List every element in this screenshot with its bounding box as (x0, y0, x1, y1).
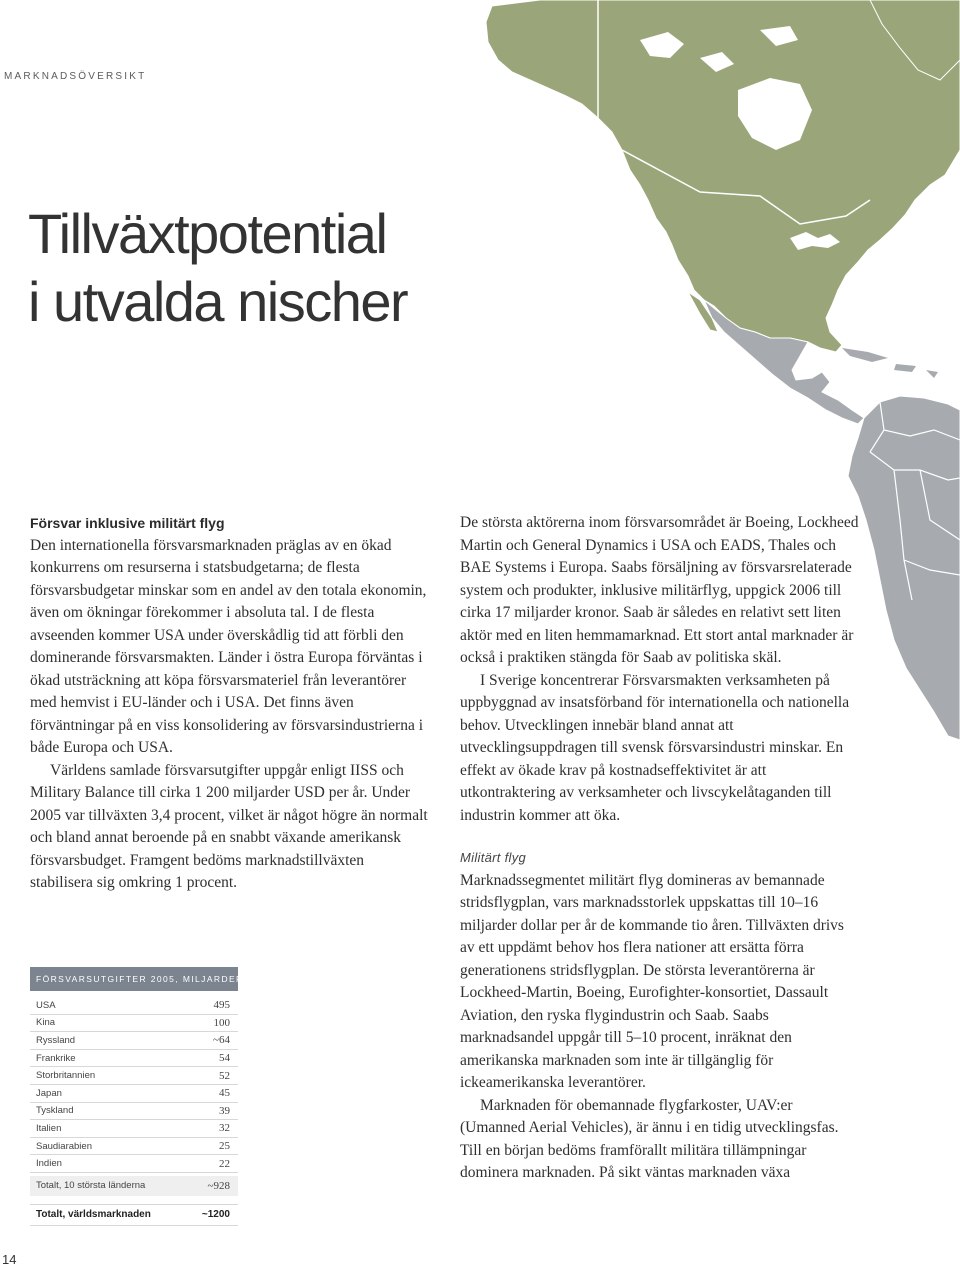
page-number: 14 (2, 1252, 17, 1267)
defense-spending-table (30, 967, 270, 1226)
south-america-region (848, 396, 960, 740)
country-name: Storbritannien (36, 1070, 96, 1082)
country-value: 39 (219, 1104, 230, 1117)
total-top10-value: ~928 (207, 1179, 230, 1192)
total-world-label: Totalt, världsmarknaden (36, 1209, 151, 1221)
table-row (30, 1120, 238, 1138)
section-label: MARKNADSÖVERSIKT (4, 71, 147, 82)
table-row (30, 1155, 238, 1173)
country-value: 25 (219, 1140, 230, 1153)
table-row (30, 997, 238, 1015)
country-name: Ryssland (36, 1034, 76, 1046)
table-row (30, 1103, 238, 1121)
total-world-value: ~1200 (201, 1209, 230, 1221)
country-value: 22 (219, 1157, 230, 1170)
country-name: Indien (36, 1158, 62, 1170)
north-america-region (486, 0, 960, 352)
table-rows (30, 997, 238, 1173)
defense-heading: Försvar inklusive militärt flyg (30, 515, 225, 531)
country-name: Kina (36, 1017, 56, 1029)
right-paragraph-3: Marknadssegmentet militärt flyg domineras av bemannade stridsflygplan, vars marknadsstorlek uppskattas till 10–16 miljarder dollar per år de kommande tio åren. Tillväxten drivs av ett uppdämt behov hos flera nationer att ersätta förra generationens stridsflygplan. De största leverantörerna är Lockheed-Martin, Boeing, Eurofighter-konsortiet, Dassault Aviation, den ryska flygindustrin och Saab. Saabs marknadsandel uppgår till 5–10 procent, inräknat den amerikanska marknaden som inte är tillgänglig för ickeamerikanska leverantörer. (460, 871, 844, 1091)
table-row (30, 1015, 238, 1033)
country-name: Saudiarabien (36, 1140, 92, 1152)
country-value: 100 (213, 1016, 230, 1029)
right-column (460, 512, 860, 1185)
page-title (28, 200, 407, 336)
table-row (30, 1067, 238, 1085)
right-paragraph-1: De största aktörerna inom försvarsområdet är Boeing, Lockheed Martin och General Dynamics i USA och EADS, Thales och BAE Systems i Europa. Saabs försäljning av försvarsrelaterade system och produkter, inklusive militärflyg, uppgick 2006 till cirka 17 miljarder kronor. Saab är således en relativt sett liten aktör med en liten hemmamarknad. Ett stort antal marknader är också i praktiken stängda för Saab av politiska skäl. (460, 514, 859, 666)
country-name: Frankrike (36, 1052, 76, 1064)
table-row (30, 1032, 238, 1050)
country-name: Tyskland (36, 1105, 74, 1117)
table-row (30, 1050, 238, 1068)
caribbean-islands (842, 348, 938, 378)
title-line-1: Tillväxtpotential (28, 202, 387, 265)
country-value: 52 (219, 1069, 230, 1082)
country-name: USA (36, 999, 56, 1011)
left-paragraph-1: Den internationella försvarsmarknaden präglas av en ökad konkurrens om resurserna i statsbudgetarna; de flesta försvarsbudgetar minskar som en andel av den totala ekonomin, även om ökningar förekommer i absoluta tal. I de flesta avseenden kommer USA under överskådlig tid att förbli den dominerande försvarsmakten. Länder i östra Europa förväntas i ökad utsträckning att köpa försvarsmateriel från leverantörer med hemvist i EU-länder och i USA. Det finns även förväntningar på en viss konsolidering av försvarsindustrierna i både Europa och USA. (30, 536, 427, 756)
country-name: Japan (36, 1087, 62, 1099)
country-value: 54 (219, 1052, 230, 1065)
total-world-row (30, 1204, 238, 1226)
right-paragraph-2: I Sverige koncentrerar Försvarsmakten verksamheten på uppbyggnad av insatsförband för internationella och nationella behov. Utvecklingen innebär bland annat att utvecklingsuppdragen till svensk försvarsindustri minskar. En effekt av ökade krav på kostnadseffektivitet är att utkontraktering av verksamheter och livscykelåtaganden till industrin kommer att öka. (460, 671, 850, 824)
right-paragraph-4: Marknaden för obemannade flygfarkoster, UAV:er (Umanned Aerial Vehicles), är ännu i en tidig utvecklingsfas. Till en början bedöms framförallt militära tillämpningar dominera marknaden. På sikt väntas marknaden växa (460, 1096, 839, 1181)
title-line-2: i utvalda nischer (28, 270, 408, 333)
country-value: 32 (219, 1122, 230, 1135)
military-aviation-heading: Militärt flyg (460, 850, 527, 865)
total-top10-row (30, 1176, 238, 1196)
table-header: FÖRSVARSUTGIFTER 2005, MILJARDER USD (30, 967, 238, 991)
left-column (30, 512, 430, 895)
country-name: Italien (36, 1122, 62, 1134)
left-paragraph-2: Världens samlade försvarsutgifter uppgår enligt IISS och Military Balance till cirka 1 200 miljarder USD per år. Under 2005 var tillväxten 3,4 procent, vilket är något högre än normalt och bland annat beroende på en snabbt växande amerikansk försvarsbudget. Framgent bedöms marknadstillväxten stabilisera sig omkring 1 procent. (30, 761, 428, 891)
country-value: 45 (219, 1087, 230, 1100)
total-top10-label: Totalt, 10 största länderna (36, 1180, 146, 1192)
country-value: ~64 (213, 1034, 230, 1047)
table-row (30, 1085, 238, 1103)
country-value: 495 (213, 999, 230, 1012)
table-row (30, 1138, 238, 1156)
